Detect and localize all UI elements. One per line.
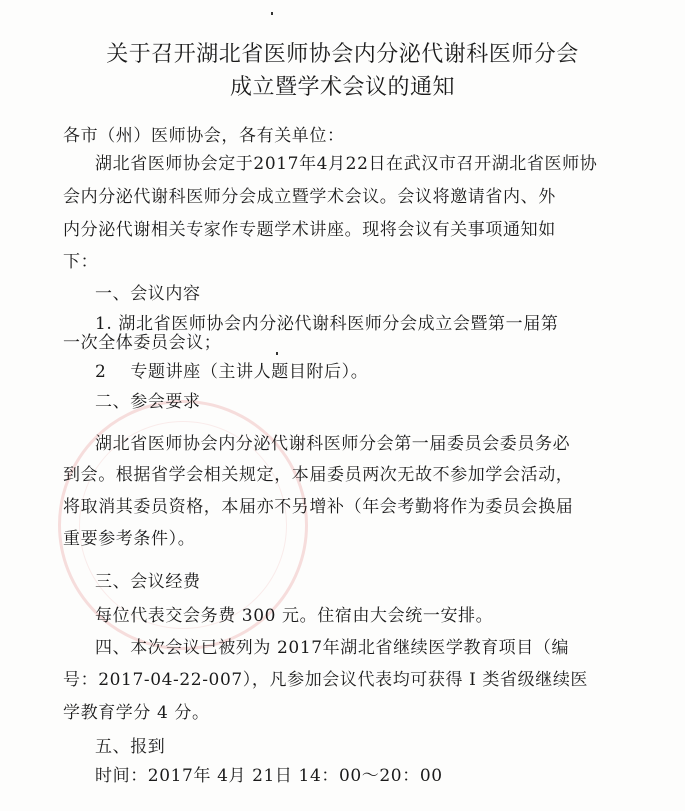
section-3-body: 每位代表交会务费 300 元。住宿由大会统一安排。	[95, 606, 494, 626]
section-1-item-1-cont: 一次全体委员会议；	[63, 333, 222, 353]
section-2-line: 到会。根据省学会相关规定，本届委员两次无故不参加学会活动，	[63, 465, 574, 485]
section-2-line: 湖北省医师协会内分泌代谢科医师分会第一届委员会委员务必	[95, 434, 571, 454]
section-5-heading: 五、报到	[95, 737, 166, 757]
section-4-line: 号：2017-04-22-007），凡参加会议代表均可获得 I 类省级继续医	[63, 670, 589, 690]
document-title-line-1: 关于召开湖北省医师协会内分泌代谢科医师分会	[106, 42, 579, 67]
intro-line: 湖北省医师协会定于2017年4月22日在武汉市召开湖北省医师协	[95, 154, 598, 174]
section-1-item-2: 2 专题讲座（主讲人题目附后）。	[95, 362, 369, 382]
intro-line: 会内分泌代谢科医师分会成立暨学术会议。会议将邀请省内、外	[63, 187, 556, 207]
section-2-line: 将取消其委员资格，本届亦不另增补（年会考勤将作为委员会换届	[63, 497, 574, 517]
salutation: 各市（州）医师协会，各有关单位：	[63, 126, 345, 146]
section-4-line: 四、本次会议已被列为 2017年湖北省继续医学教育项目（编	[95, 638, 570, 658]
scan-speck	[271, 12, 273, 15]
section-4-line: 学教育学分 4 分。	[63, 703, 210, 723]
section-3-heading: 三、会议经费	[95, 572, 201, 592]
scan-speck	[276, 352, 278, 355]
intro-line: 内分泌代谢相关专家作专题学术讲座。现将会议有关事项通知如	[63, 220, 556, 240]
section-5-time: 时间：2017年 4月 21日 14：00～20：00	[95, 766, 443, 786]
section-2-heading: 二、参会要求	[95, 392, 201, 412]
section-1-heading: 一、会议内容	[95, 284, 201, 304]
section-1-item-1: 1. 湖北省医师协会内分泌代谢科医师分会成立会暨第一届第	[95, 314, 559, 334]
document-title-line-2: 成立暨学术会议的通知	[229, 75, 455, 100]
intro-line: 下：	[63, 252, 99, 272]
section-2-line: 重要参考条件）。	[63, 529, 196, 549]
